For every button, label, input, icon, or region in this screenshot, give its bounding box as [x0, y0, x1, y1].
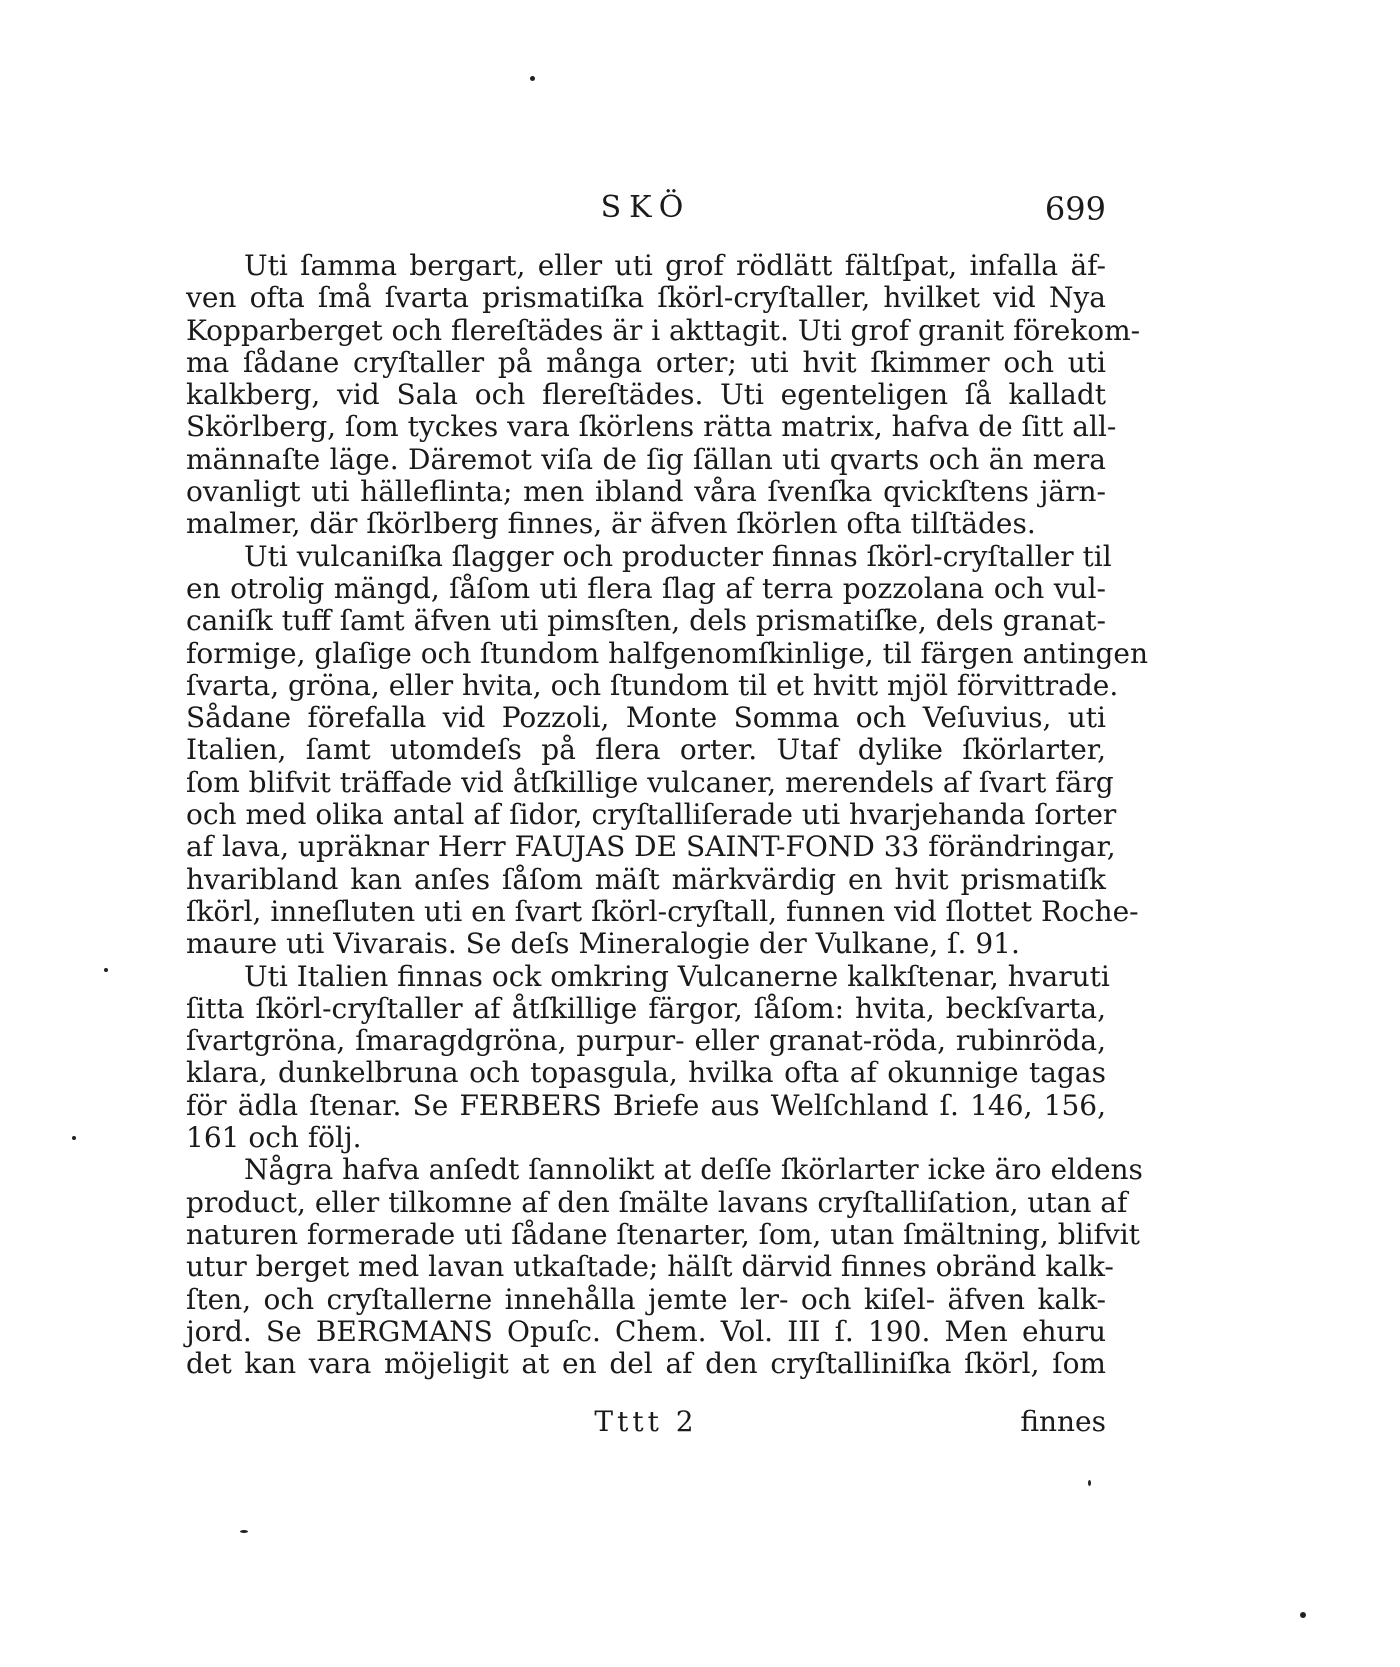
text-line: utur berget med lavan utkaſtade; hälſt därvid finnes obränd kalk-	[186, 1250, 1114, 1284]
text-line: formige, glaſige och ſtundom halfgenomſkinlige, til färgen antingen	[186, 636, 1149, 670]
text-line: männaſte läge. Däremot viſa de ſig ſällan uti qvarts och än mera	[186, 442, 1106, 476]
text-line: Uti ſamma bergart, eller uti grof rödlätt fältſpat, infalla äf-	[244, 249, 1106, 282]
text-line: caniſk tuff ſamt äfven uti pimsſten, dels prismatiſke, dels granat-	[186, 604, 1106, 638]
text-line: det kan vara möjeligit at en del af den cryſtalliniſka ſkörl, ſom	[186, 1347, 1106, 1381]
page-footer	[186, 1405, 1106, 1445]
text-line: Italien, ſamt utomdeſs på flera orter. Utaf dylike ſkörlarter,	[186, 733, 1106, 767]
text-line: en otrolig mängd, ſåſom uti flera ſlag af terra pozzolana och vul-	[186, 571, 1106, 605]
text-line: naturen formerade uti ſådane ſtenarter, ſom, utan ſmältning, blifvit	[186, 1217, 1140, 1251]
ink-speck	[1088, 1480, 1091, 1486]
text-line: Kopparberget och flereſtädes är i akttagit. Uti grof granit förekom-	[186, 313, 1141, 347]
running-head	[186, 190, 1106, 240]
text-line: ovanligt uti hälleflinta; men ibland våra ſvenſka qvickſtens järn-	[186, 475, 1106, 509]
text-line: Uti vulcaniſka ſlagger och producter finnas ſkörl-cryſtaller til	[244, 539, 1112, 573]
ink-speck	[104, 968, 108, 972]
text-line: Uti Italien finnas ock omkring Vulcanerne kalkſtenar, hvaruti	[244, 959, 1110, 993]
text-line: ſvartgröna, ſmaragdgröna, purpur- eller granat-röda, rubinröda,	[186, 1024, 1106, 1058]
ink-speck	[1300, 1612, 1306, 1618]
text-line: jord. Se BERGMANS Opuſc. Chem. Vol. III ſ. 190. Men ehuru	[186, 1314, 1106, 1348]
text-line: 161 och följ.	[186, 1121, 362, 1155]
text-line: af lava, upräknar Herr FAUJAS DE SAINT-FOND 33 förändringar,	[186, 830, 1116, 864]
text-line: product, eller tilkomne af den ſmälte lavans cryſtalliſation, utan af	[186, 1185, 1128, 1219]
text-line: ven ofta ſmå ſvarta prismatiſka ſkörl-cryſtaller, hvilket vid Nya	[186, 281, 1106, 315]
body-text	[186, 249, 1149, 1381]
text-line: hvaribland kan anſes ſåſom mäſt märkvärdig en hvit prismatiſk	[186, 862, 1106, 896]
text-line: ſvarta, gröna, eller hvita, och ſtundom til et hvitt mjöl förvittrade.	[186, 668, 1119, 702]
text-line: klara, dunkelbruna och topasgula, hvilka ofta af okunnige tagas	[186, 1056, 1106, 1090]
text-line: ſkörl, inneſluten uti en ſvart ſkörl-cryſtall, funnen vid ſlottet Roche-	[186, 894, 1139, 928]
ink-speck	[72, 1136, 76, 1140]
signature-mark: Tttt 2	[594, 1405, 698, 1438]
text-line: maure uti Vivarais. Se deſs Mineralogie der Vulkane, ſ. 91.	[186, 927, 1020, 961]
text-line: ma ſådane cryſtaller på många orter; uti hvit ſkimmer och uti	[186, 345, 1106, 379]
text-line: Skörlberg, ſom tyckes vara ſkörlens rätta matrix, hafva de ſitt all-	[186, 410, 1117, 444]
text-line: ſom blifvit träffade vid åtſkillige vulcaner, merendels af ſvart färg	[186, 765, 1114, 799]
text-line: Några hafva anſedt ſannolikt at deſſe ſkörlarter icke äro eldens	[244, 1153, 1143, 1187]
page-number: 699	[1044, 190, 1106, 228]
catchword: finnes	[1020, 1405, 1106, 1438]
text-line: malmer, där ſkörlberg finnes, är äfven ſkörlen ofta tilſtädes.	[186, 507, 1036, 541]
text-line: kalkberg, vid Sala och flereſtädes. Uti egenteligen ſå kalladt	[186, 378, 1106, 412]
text-line: ſten, och cryſtallerne innehålla jemte ler- och kiſel- äfven kalk-	[186, 1282, 1106, 1316]
ink-speck	[240, 1530, 248, 1533]
page-title: SKÖ	[600, 190, 692, 225]
text-line: och med olika antal af ſidor, cryſtalliſerade uti hvarjehanda ſorter	[186, 798, 1117, 832]
text-line: Sådane förefalla vid Pozzoli, Monte Somma och Veſuvius, uti	[186, 701, 1106, 735]
text-line: ſitta ſkörl-cryſtaller af åtſkillige färgor, ſåſom: hvita, beckſvarta,	[186, 991, 1106, 1025]
ink-speck	[530, 76, 535, 81]
text-line: för ädla ſtenar. Se FERBERS Briefe aus Welſchland ſ. 146, 156,	[186, 1088, 1106, 1122]
